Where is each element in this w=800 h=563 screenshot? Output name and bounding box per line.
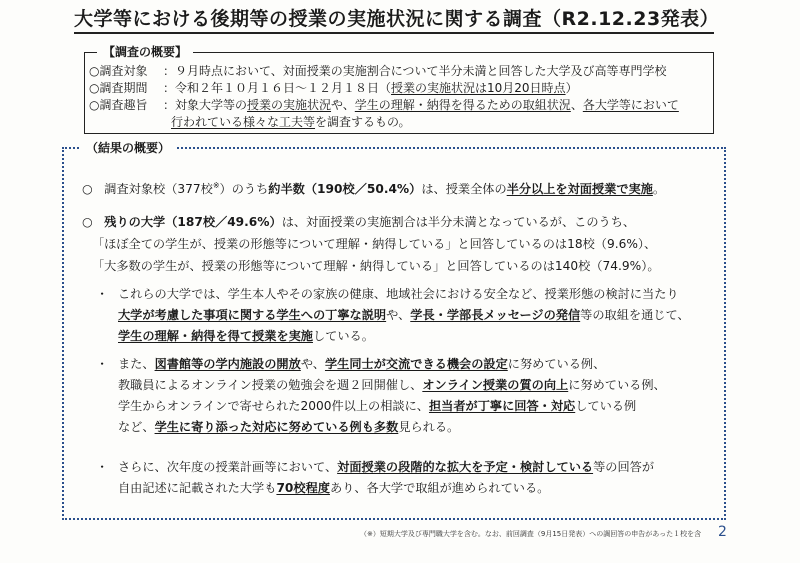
text: に努めている例、 [568,378,666,392]
result-paragraph-2-line-3: 「大多数の学生が、授業の形態等について理解・納得している」と回答しているのは140校（74.9%）。 [92,259,660,273]
text: に努めている例、 [507,357,606,371]
survey-period-note: 授業の実施状況は10月20日時点 [391,81,566,95]
result-paragraph-1 [82,175,665,200]
circle-bullet: ○ [82,182,93,197]
aim-text: ：対象大学等の [163,98,248,112]
survey-overview-box [84,45,714,134]
title-underline [74,32,714,34]
text: や、 [386,308,411,322]
text: 。 [652,182,666,197]
sub-bullet-3-line-1 [118,456,654,478]
emphasis: 残りの大学（187校／49.6%） [104,215,282,229]
sub-bullet-1-line-1: これらの大学では、学生本人やその家族の健康、地域社会における安全など、授業形態の検討に当たり [118,287,679,301]
survey-aim-row [89,97,679,113]
emphasis-underlined: 図書館等の学内施設の開放 [154,357,301,371]
text: さらに、次年度の授業計画等において、 [118,460,338,474]
text: や、 [300,357,325,371]
sub-bullet-2-line-2 [118,374,666,396]
emphasis-underlined: 担当者が丁寧に回答・対応 [428,399,576,413]
text: 見られる。 [398,420,460,434]
emphasis-underlined: 学生に寄り添った対応に努めている例も多数 [154,420,399,434]
emphasis-underlined: 対面授業の段階的な拡大を予定・検討している [337,460,594,474]
emphasis-underlined: 大学が考慮した事項に関する学生への丁寧な説明 [118,308,387,322]
aim-underlined: 授業の実施状況 [247,98,332,112]
text: している。 [313,329,374,343]
survey-target-key: ○調査対象 [89,64,148,78]
sub-bullet-2-line-1 [118,353,605,375]
sub-bullet-2-line-3 [118,395,636,417]
survey-target-value: ：９月時点において、対面授業の実施割合について半分未満と回答した大学及び高等専門学校 [163,64,667,78]
emphasis-underlined: 学生の理解・納得を得て授業を実施 [118,329,313,343]
text: 自由記述に記載された大学も [118,481,277,495]
emphasis-underlined: オンライン授業の質の向上 [422,378,569,392]
aim-text: 、 [570,98,583,112]
text: など、 [118,420,155,434]
text: 等の取組を通じて、 [580,308,690,322]
circle-bullet: ○ [82,215,93,229]
page-title: 大学等における後期等の授業の実施状況に関する調査（R2.12.23発表） [74,8,720,30]
text: 教職員によるオンライン授業の勉強会を週２回開催し、 [118,378,423,392]
results-heading: （結果の概要） [80,139,176,156]
text: あり、各大学で取組が進められている。 [329,481,550,495]
survey-aim-key: ○調査趣旨 [89,98,148,112]
text: 等の回答が [593,460,655,474]
aim-text: を調査するもの。 [315,115,411,129]
footnote: （※）短期大学及び専門職大学を含む。なお、前回調査（9月15日発表）への調回答の申告があった１校を含 [360,530,702,538]
sub-bullet-2-line-4 [118,416,459,438]
aim-underlined: 各大学等において [582,98,679,112]
sub-bullet-1-marker: ・ [96,287,109,301]
survey-period-value: ：令和２年１０月１６日～１２月１８日（ [163,81,392,95]
footnote-mark: ※ [212,181,220,190]
text: 学生からオンラインで寄せられた2000件以上の相談に、 [118,399,429,413]
emphasis-underlined: 学生同士が交流できる機会の設定 [324,357,508,371]
overview-heading: 【調査の概要】 [97,43,193,60]
sub-bullet-1-line-3 [118,325,374,347]
survey-period-key: ○調査期間 [89,81,148,95]
text: ）のうち [219,182,269,197]
sub-bullet-3-line-2 [118,477,549,499]
page-number: 2 [718,524,727,540]
survey-target-row [89,63,667,79]
text: 調査対象校（377校 [104,182,213,197]
survey-period-row [89,80,578,96]
emphasis-underlined: 70校程度 [276,481,330,495]
emphasis: 約半数（190校／50.4%） [268,182,422,197]
aim-underlined: 学生の理解・納得を得るための取組状況 [354,98,571,112]
result-paragraph-2-line-2: 「ほぼ全ての学生が、授業の形態等について理解・納得している」と回答しているのは18校（9.6%）、 [92,237,657,251]
text: している例 [575,399,637,413]
text: は、対面授業の実施割合は半分未満となっているが、このうち、 [281,215,636,229]
text: は、授業全体の [421,182,507,197]
sub-bullet-1-line-2 [118,304,690,326]
survey-period-close: ） [565,81,578,95]
result-paragraph-2 [82,211,635,233]
sub-bullet-3-marker: ・ [96,460,109,474]
emphasis-underlined: 半分以上を対面授業で実施 [506,182,653,197]
emphasis-underlined: 学長・学部長メッセージの発信 [410,308,581,322]
aim-text: や、 [331,98,355,112]
text: また、 [118,357,155,371]
survey-aim-row-2 [171,114,411,130]
aim-underlined: 行われている様々な工夫等 [171,115,316,129]
sub-bullet-2-marker: ・ [96,357,109,371]
